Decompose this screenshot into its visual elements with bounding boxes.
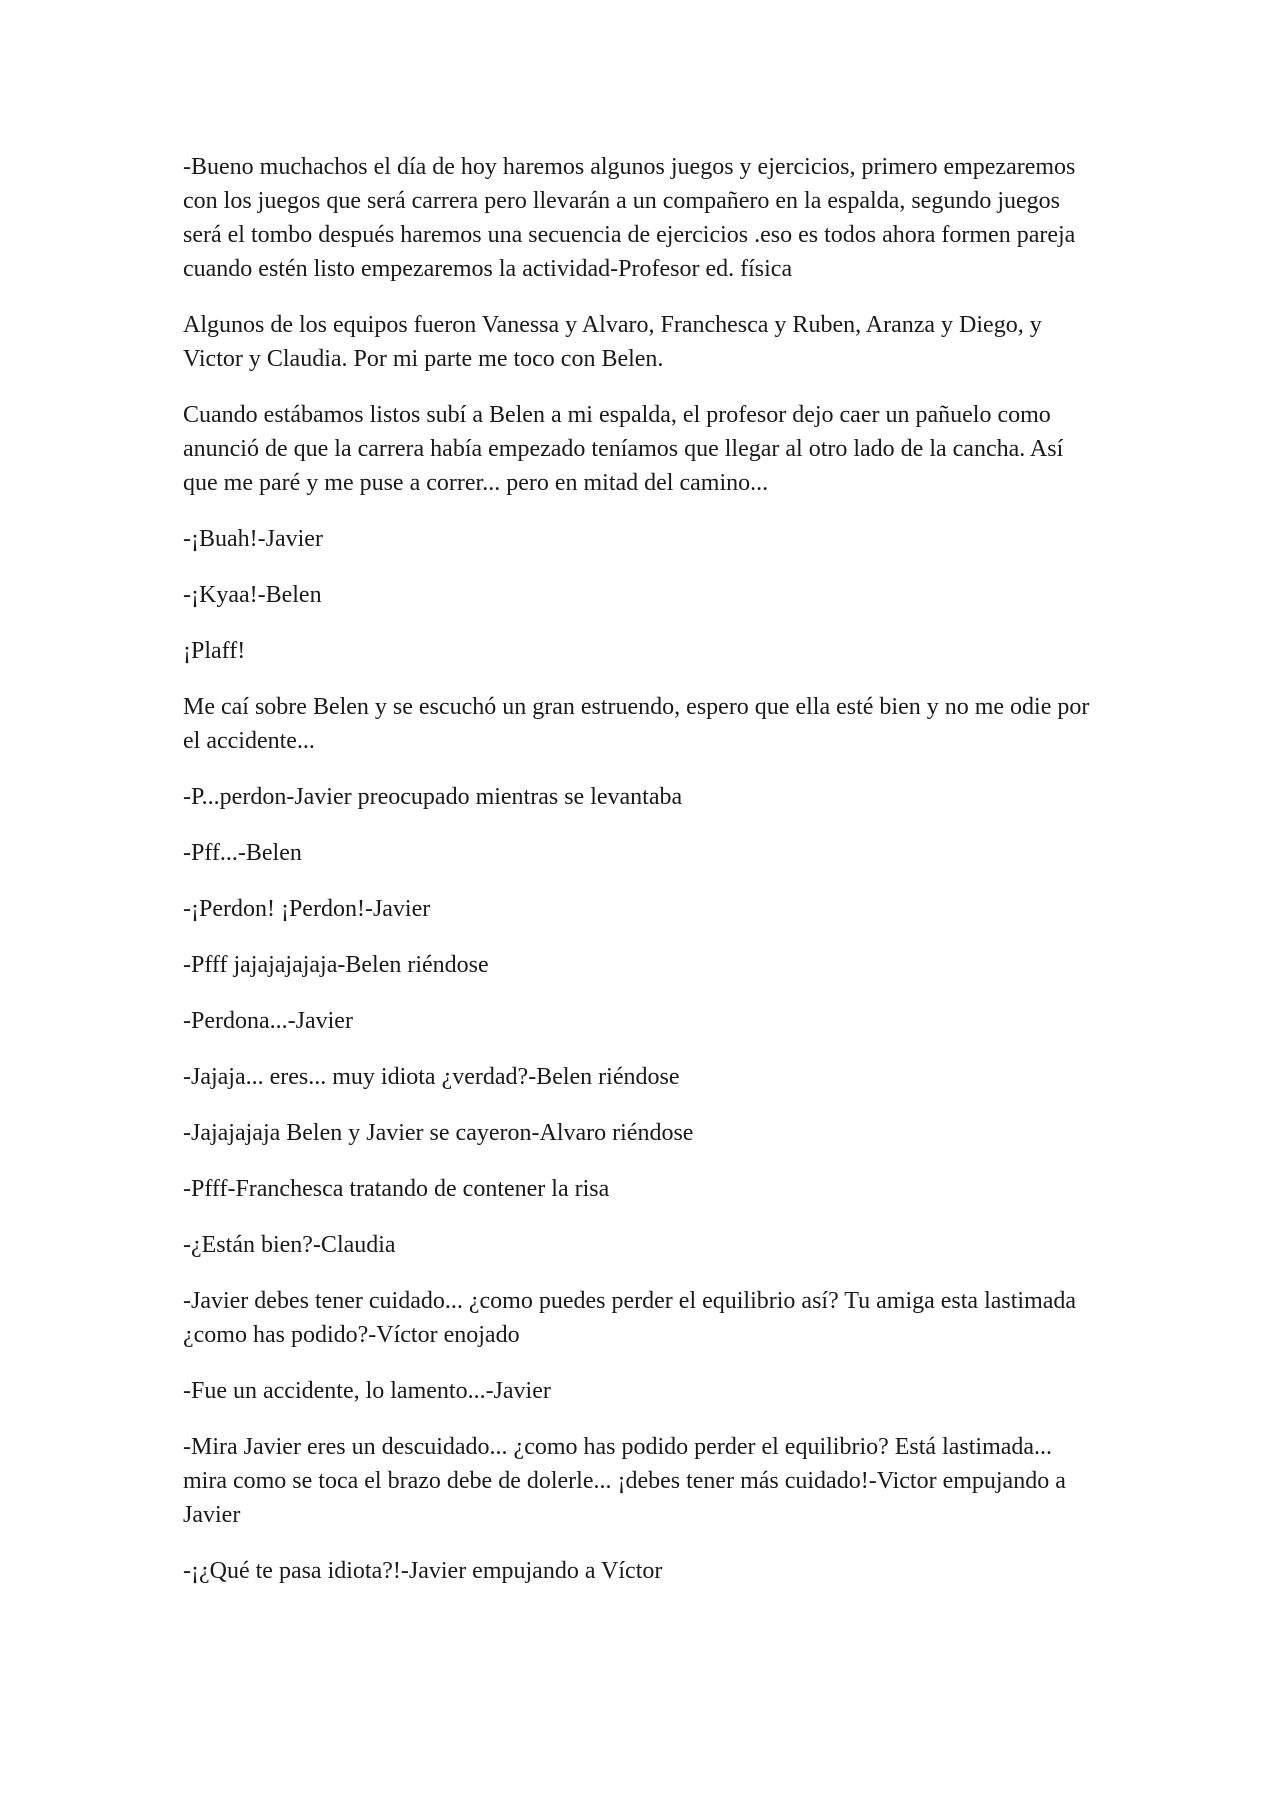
dialogue-line: -P...perdon-Javier preocupado mientras se levantaba [183, 784, 683, 810]
dialogue-line: -¡Buah!-Javier [183, 526, 323, 552]
dialogue-line: -Perdona...-Javier [183, 1008, 353, 1034]
dialogue-line: -Javier debes tener cuidado... ¿como puedes perder el equilibrio así? Tu amiga esta lastimada ¿como has podido?-Víctor enojado [183, 1288, 1077, 1348]
dialogue-line: -Pfff jajajajajaja-Belen riéndose [183, 952, 489, 978]
dialogue-line: -Jajajajaja Belen y Javier se cayeron-Alvaro riéndose [183, 1120, 694, 1146]
paragraph-race-start: Cuando estábamos listos subí a Belen a mi espalda, el profesor dejo caer un pañuelo como anunció de que la carrera había empezado teníamos que llegar al otro lado de la cancha. Así que me paré y me puse a correr... pero en mitad del camino... [183, 402, 1064, 496]
dialogue-line: -Mira Javier eres un descuidado... ¿como has podido perder el equilibrio? Está lastimada... mira como se toca el brazo debe de dolerle... ¡debes tener más cuidado!-Victor empujando a Javier [183, 1434, 1066, 1528]
sound-effect-line: ¡Plaff! [183, 638, 246, 664]
document-body [183, 150, 1098, 1610]
dialogue-line: -Jajaja... eres... muy idiota ¿verdad?-Belen riéndose [183, 1064, 680, 1090]
dialogue-line: -Fue un accidente, lo lamento...-Javier [183, 1378, 551, 1404]
dialogue-line: -¿Están bien?-Claudia [183, 1232, 396, 1258]
paragraph-teacher-instructions: -Bueno muchachos el día de hoy haremos algunos juegos y ejercicios, primero empezaremos con los juegos que será carrera pero llevarán a un compañero en la espalda, segundo juegos será el tombo después haremos una secuencia de ejercicios .eso es todos ahora formen pareja cuando estén listo empezaremos la actividad-Profesor ed. física [183, 154, 1076, 282]
dialogue-line: -Pff...-Belen [183, 840, 302, 866]
dialogue-line: -Pfff-Franchesca tratando de contener la risa [183, 1176, 610, 1202]
dialogue-line: -¡¿Qué te pasa idiota?!-Javier empujando a Víctor [183, 1558, 663, 1584]
paragraph-narration: Me caí sobre Belen y se escuchó un gran estruendo, espero que ella esté bien y no me odie por el accidente... [183, 694, 1090, 754]
dialogue-line: -¡Perdon! ¡Perdon!-Javier [183, 896, 431, 922]
dialogue-line: -¡Kyaa!-Belen [183, 582, 322, 608]
paragraph-teams: Algunos de los equipos fueron Vanessa y Alvaro, Franchesca y Ruben, Aranza y Diego, y Victor y Claudia. Por mi parte me toco con Belen. [183, 312, 1042, 372]
